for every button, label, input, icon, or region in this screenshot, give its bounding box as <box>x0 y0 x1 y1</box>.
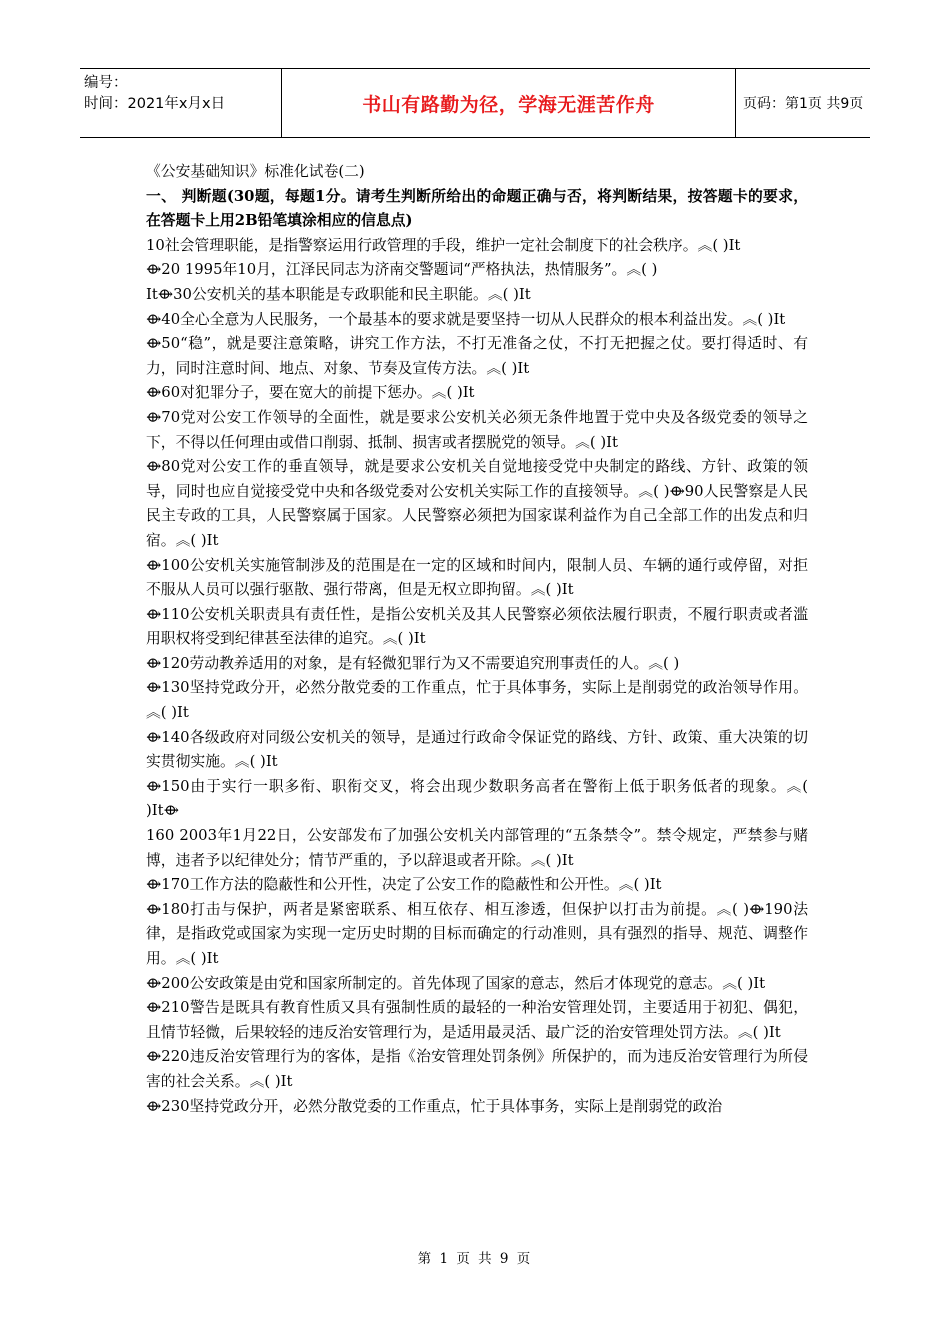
question-item: ⟴210警告是既具有教育性质又具有强制性质的最轻的一种治安管理处罚，主要适用于初犯、偶犯，且情节轻微，后果较轻的违反治安管理行为，是适用最灵活、最广泛的治安管理处罚方法。︽( )It <box>146 999 808 1041</box>
document-body <box>146 160 808 1119</box>
header-motto: 书山有路勤为径，学海无涯苦作舟 <box>362 93 655 116</box>
document-title: 《公安基础知识》标准化试卷(二) <box>146 163 365 180</box>
question-item: It⟴30公安机关的基本职能是专政职能和民主职能。︽( )It <box>146 285 531 303</box>
section-heading: 一、 判断题(30题，每题1分。请考生判断所给出的命题正确与否，将判断结果，按答题卡的要求，在答题卡上用2B铅笔填涂相应的信息点) <box>146 187 808 230</box>
question-item: ⟴70党对公安工作领导的全面性，就是要求公安机关必须无条件地置于党中央及各级党委的领导之下，不得以任何理由或借口削弱、抵制、损害或者摆脱党的领导。︽( )It <box>146 408 808 451</box>
question-item: ⟴230坚持党政分开，必然分散党委的工作重点，忙于具体事务，实际上是削弱党的政治 <box>146 1097 723 1115</box>
question-item: ⟴40全心全意为人民服务，一个最基本的要求就是要坚持一切从人民群众的根本利益出发。︽( )It <box>146 310 786 328</box>
question-item: 10社会管理职能，是指警察运用行政管理的手段，维护一定社会制度下的社会秩序。︽( )It <box>146 236 741 254</box>
question-item: ⟴200公安政策是由党和国家所制定的。首先体现了国家的意志，然后才体现党的意志。︽( )It <box>146 974 766 992</box>
question-item: ⟴60对犯罪分子，要在宽大的前提下惩办。︽( )It <box>146 384 475 402</box>
question-item: ⟴170工作方法的隐蔽性和公开性，决定了公安工作的隐蔽性和公开性。︽( )It <box>146 876 662 894</box>
question-item: ⟴110公安机关职责具有责任性，是指公安机关及其人民警察必须依法履行职责，不履行职责或者滥用职权将受到纪律甚至法律的追究。︽( )It <box>146 605 808 648</box>
header-page-label: 页码：第1页 共9页 <box>743 96 864 112</box>
question-item: 160 2003年1月22日，公安部发布了加强公安机关内部管理的“五条禁令”。禁令规定，严禁参与赌博，违者予以纪律处分；情节严重的，予以辞退或者开除。︽( )It <box>146 827 808 869</box>
header-motto-cell <box>282 69 736 137</box>
question-item: ⟴150由于实行一职多衔、职衔交叉，将会出现少数职务高者在警衔上低于职务低者的现象。︽( )It⟴ <box>146 777 808 820</box>
question-item: ⟴20 1995年10月，江泽民同志为济南交警题词“严格执法，热情服务”。︽( ) <box>146 261 658 279</box>
question-item: ⟴220违反治安管理行为的客体，是指《治安管理处罚条例》所保护的，而为违反治安管理行为所侵害的社会关系。︽( )It <box>146 1048 808 1090</box>
page-footer: 第 1 页 共 9 页 <box>417 1251 533 1267</box>
question-item: ⟴140各级政府对同级公安机关的领导，是通过行政命令保证党的路线、方针、政策、重大决策的切实贯彻实施。︽( )It <box>146 728 808 771</box>
document-date-label: 时间：2021年x月x日 <box>84 96 226 112</box>
header-info-cell <box>80 69 282 137</box>
question-item: ⟴50“稳”，就是要注意策略，讲究工作方法，不打无准备之仗，不打无把握之仗。要打得适时、有力，同时注意时间、地点、对象、节奏及宣传方法。︽( )It <box>146 335 808 377</box>
question-item: ⟴180打击与保护，两者是紧密联系、相互依存、相互渗透，但保护以打击为前提。︽( )⟴190法律，是指政党或国家为实现一定历史时期的目标而确定的行动准则，具有强烈的指导、规范、调整作用。︽( )It <box>146 900 808 967</box>
question-item: ⟴130坚持党政分开，必然分散党委的工作重点，忙于具体事务，实际上是削弱党的政治领导作用。︽( )It <box>146 679 808 722</box>
header-page-cell <box>736 69 870 137</box>
question-item: ⟴80党对公安工作的垂直领导，就是要求公安机关自觉地接受党中央制定的路线、方针、政策的领导，同时也应自觉接受党中央和各级党委对公安机关实际工作的直接领导。︽( )⟴90人民警察是人民民主专政的工具，人民警察属于国家。人民警察必须把为国家谋利益作为自己全部工作的出发点和归宿。︽( )It <box>146 458 808 549</box>
document-number-label: 编号： <box>84 75 128 91</box>
question-item: ⟴100公安机关实施管制涉及的范围是在一定的区域和时间内，限制人员、车辆的通行或停留，对拒不服从人员可以强行驱散、强行带离，但是无权立即拘留。︽( )It <box>146 556 808 599</box>
page-header <box>80 68 870 138</box>
question-item: ⟴120劳动教养适用的对象，是有轻微犯罪行为又不需要追究刑事责任的人。︽( ) <box>146 654 680 672</box>
